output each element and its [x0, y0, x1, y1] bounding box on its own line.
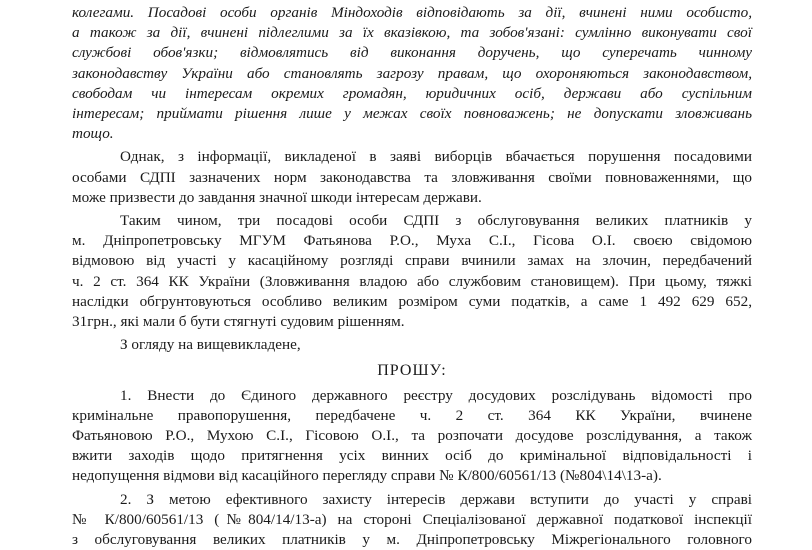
text-line: свободам чи інтересам окремих громадян, юридичних осіб, держави або суспільним — [72, 84, 752, 102]
text-line: вжити заходів щодо притягнення усіх винних осіб до кримінальної відповідальності і — [72, 447, 752, 465]
text-line: а також за дії, вчинені підлеглими за їх вказівкою, та зобов'язані: сумлінно виконувати свої — [72, 24, 752, 42]
text-line: 2. З метою ефективного захисту інтересів держави вступити до участі у справі — [120, 490, 752, 508]
request-heading: ПРОШУ: — [377, 362, 447, 380]
text-line: наслідки обгрунтовуються особливо великим розміром суми податків, а саме 1 492 629 652, — [72, 292, 752, 310]
text-line: недопущення відмови від касаційного перегляду справи № К/800/60561/13 (№804\14\13-а). — [72, 467, 662, 485]
paragraph-conclusion — [72, 211, 752, 332]
text-line: колегами. Посадові особи органів Міндоходів відповідають за дії, вчинені ними особисто, — [72, 4, 752, 21]
text-line: Таким чином, три посадові особи СДПІ з обслуговування великих платників у — [120, 212, 752, 230]
paragraph-violation — [72, 147, 752, 208]
text-line: може призвести до завдання значної шкоди інтересам держави. — [72, 188, 482, 206]
text-line: м. Дніпропетровську МГУМ Фатьянова Р.О., Муха С.І., Гісова О.І. своєю свідомою — [72, 232, 752, 250]
text-line: Фатьяновою Р.О., Мухою С.І., Гісовою О.І., та розпочати досудове розслідування, а також — [72, 427, 752, 445]
request-item-1 — [72, 386, 752, 487]
text-line: № К/800/60561/13 (№804/14/13-а) на стороні Спеціалізованої державної податкової інспекції — [72, 510, 752, 528]
text-line: службові обов'язки; відмовлятись від виконання доручень, що суперечать чинному — [72, 44, 752, 62]
text-line: 1. Внести до Єдиного державного реєстру досудових розслідувань відомості про — [120, 386, 752, 404]
text-line: тощо. — [72, 125, 114, 143]
text-line: відмовою від участі у касаційному розгляді справи вчинили замах на злочин, передбачений — [72, 252, 752, 270]
document-page — [0, 3, 812, 549]
paragraph-duties — [72, 3, 752, 144]
text-line: з обслуговування великих платників у м. Дніпропетровську Міжрегіонального головного — [72, 531, 752, 549]
paragraph-intro — [72, 335, 752, 355]
text-line: З огляду на вищевикладене, — [120, 336, 301, 354]
request-item-2 — [72, 490, 752, 550]
text-line: інтересам; приймати рішення лише у межах своїх повноважень; не допускати зловживань — [72, 105, 752, 123]
text-line: законодавству України або становлять загрозу правам, що охороняються законодавством, — [72, 64, 752, 82]
text-line: 31грн., які мали б бути стягнуті судовим рішенням. — [72, 313, 405, 331]
text-line: кримінальне правопорушення, передбачене ч. 2 ст. 364 КК України, вчинене — [72, 406, 752, 424]
text-line: особами СДПІ зазначених норм законодавства та зловживання своїми повноваженнями, що — [72, 168, 752, 186]
text-line: ч. 2 ст. 364 КК України (Зловживання владою або службовим становищем). При цьому, тяжкі — [72, 272, 752, 290]
text-line: Однак, з інформації, викладеної в заяві виборців вбачається порушення посадовими — [120, 148, 752, 166]
